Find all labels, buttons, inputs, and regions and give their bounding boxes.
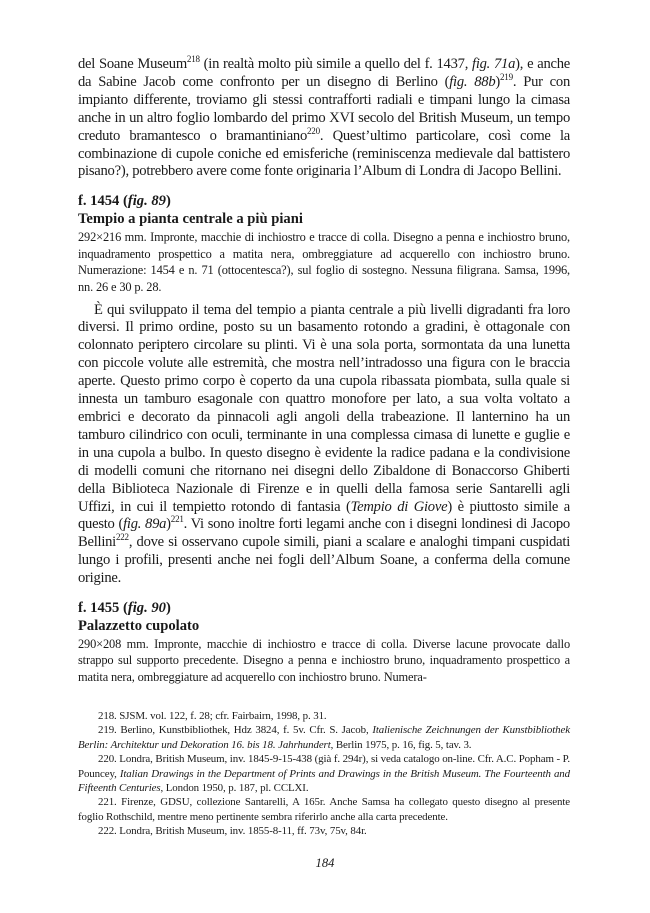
footnote: 222. Londra, British Museum, inv. 1855-8-11, ff. 73v, 75v, 84r.	[98, 825, 367, 838]
entry-description: 292×216 mm. Impronte, macchie di inchiostro e tracce di colla. Disegno a penna e inchiostro bruno, inquadramento prospettico a matita nera, ombreggiature ad acquerello con inchiostro bruno. Numerazione: 1454 e n. 71 (ottocentesca?), sul foglio di sostegno. Nessuna filigrana. Samsa, 1996, nn. 26 e 30 p. 28.	[78, 230, 570, 294]
footnote-ref: 220	[307, 125, 320, 136]
footnote: 218. SJSM. vol. 122, f. 28; cfr. Fairbairn, 1998, p. 31.	[98, 710, 327, 722]
page-body	[78, 56, 570, 686]
catalogue-entry-1454	[78, 193, 570, 588]
entry-paragraph: È qui sviluppato il tema del tempio a pianta centrale a più livelli digradanti fra loro diversi. Il primo ordine, posto su un basamento rotondo a gradini, è ottagonale con colonnato periptero circolare su plinti. Vi è una sola porta, sormontata da una lunetta con piccole volute alle estremità, che mostra nell’intradosso una figura con le braccia aperte. Questo primo corpo è coperto da una cupola ribassata piombata, sulla quale si innesta un tamburo esagonale con quattro monofore per lato, a sua volta voltato a embrici e decorato da pinnacoli agli angoli della trabeazione. Il lanternino ha un tamburo cilindrico con oculi, terminante in una complessa cimasa di lunette e guglie e in una cupola a bulbo. In questo disegno è evidente la radice padana e la condivisione di modelli comuni che ritornano nei disegni dello Zibaldone di Bonaccorso Ghiberti della Biblioteca Nazionale di Firenze e in quelli della famosa serie Santarelli agli Uffizi, in cui il tempietto rotondo di fantasia (Tempio di Giove) è piuttosto simile a questo (fig. 89a)$^{221}$. Vi sono inoltre forti legami anche con i disegni londinesi di Jacopo Bellini$^{222}$, dove si osservano cupole simili, piani a scalare e analoghi timpani cuspidati lungo i profili, presenti anche nei fogli dell’Album Soane, a conferma della comune origine.	[78, 301, 570, 587]
entry-title: Tempio a pianta centrale a più piani	[78, 211, 303, 228]
footnote-ref: 219	[500, 72, 513, 83]
italic-text: Italienische Zeichnungen der Kunstbibliothek Berlin: Architektur und Dekoration 16. bis 18. Jahrhundert	[78, 724, 570, 751]
entry-heading: f. 1454 (fig. 89)	[78, 193, 171, 210]
footnote: 220. Londra, British Museum, inv. 1845-9-15-438 (già f. 294r), si veda catalogo on-line. Cfr. A.C. Popham - P. Pouncey, Italian Drawings in the Department of Prints and Drawings in the British Museum. The Fourteenth and Fifteenth Centuries, London 1950, p. 187, pl. CCLXI.	[78, 753, 570, 795]
entry-heading: f. 1455 (fig. 90)	[78, 600, 171, 617]
italic-text: fig. 88b	[449, 73, 496, 90]
page-number: 184	[315, 856, 335, 870]
italic-text: Italian Drawings in the Department of Prints and Drawings in the British Museum. The Fourteenth and Fifteenth Centuries	[78, 767, 570, 795]
italic-text: Tempio di Giove	[350, 498, 448, 515]
footnote-ref: 222	[115, 532, 129, 543]
intro-paragraph: del Soane Museum$^{218}$ (in realtà molto più simile a quello del f. 1437, fig. 71a), e anche da Sabine Jacob come confronto per un disegno di Berlino (fig. 88b)$^{219}$. Pur con impianto differente, troviamo gli stessi contrafforti radiali e timpani lungo la cimasa anche in un altro foglio lombardo del primo XVI secolo del British Museum, un tempo creduto bramantesco o bramantiniano$^{220}$. Quest’ultimo particolare, così come la combinazione di cupole coniche ed emisferiche (reminiscenza medievale dal battistero pisano?), potrebbero avere come fonte originaria l’Album di Londra di Jacopo Bellini.	[78, 54, 571, 180]
footnote: 219. Berlino, Kunstbibliothek, Hdz 3824, f. 5v. Cfr. S. Jacob, Italienische Zeichnungen der Kunstbibliothek Berlin: Architektur und Dekoration 16. bis 18. Jahrhundert, Berlin 1975, p. 16, fig. 5, tav. 3.	[78, 724, 570, 751]
italic-text: fig. 89	[127, 193, 166, 210]
footnote-ref: 218	[186, 54, 200, 65]
italic-text: fig. 71a	[472, 56, 516, 72]
footnotes	[78, 709, 570, 839]
entry-description: 290×208 mm. Impronte, macchie di inchiostro e tracce di colla. Diverse lacune provocate dallo strappo sul supporto precedente. Disegno a penna e inchiostro bruno, inquadramento prospettico a matita nera, ombreggiature ad acquerello con inchiostro bruno. Numera-	[78, 636, 570, 685]
entry-title: Palazzetto cupolato	[78, 617, 200, 634]
catalogue-entry-1455	[78, 600, 570, 686]
italic-text: fig. 89a	[123, 516, 167, 533]
footnote-ref: 221	[170, 514, 184, 525]
italic-text: fig. 90	[127, 600, 166, 617]
footnote: 221. Firenze, GDSU, collezione Santarelli, A 165r. Anche Samsa ha collegato questo disegno al presente foglio Rothschild, mentre meno pertinente sembra riferirlo anche alla carta precedente.	[78, 796, 570, 823]
